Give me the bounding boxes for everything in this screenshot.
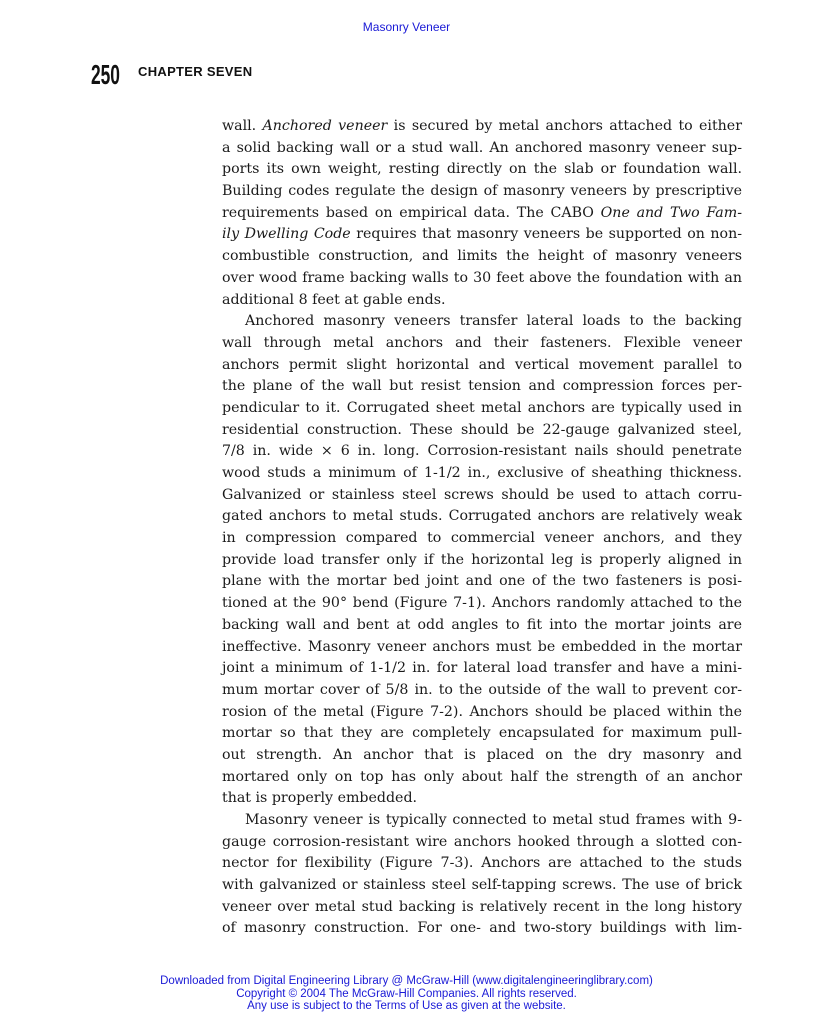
footer-notice: [0, 975, 813, 1013]
body-line: rosion of the metal (Figure 7-2). Anchors should be placed within the: [222, 703, 742, 720]
body-text: [222, 116, 742, 940]
body-line: tioned at the 90° bend (Figure 7-1). Anchors randomly attached to the: [222, 595, 742, 612]
body-line: Masonry veneer is typically connected to metal stud frames with 9-: [245, 812, 742, 828]
body-line: ily Dwelling Code requires that masonry veneers be supported on non-: [222, 226, 743, 243]
body-line: ports its own weight, resting directly on the slab or foundation wall.: [222, 161, 742, 178]
body-line: gauge corrosion-resistant wire anchors hooked through a slotted con-: [222, 833, 742, 850]
chapter-heading: CHAPTER SEVEN: [138, 64, 253, 79]
page-number: 250: [91, 59, 120, 90]
body-line: mum mortar cover of 5/8 in. to the outside of the wall to prevent cor-: [222, 681, 742, 698]
body-line: provide load transfer only if the horizontal leg is properly aligned in: [222, 551, 742, 568]
body-line: wood studs a minimum of 1-1/2 in., exclusive of sheathing thickness.: [222, 465, 742, 481]
body-line: of masonry construction. For one- and two-story buildings with lim-: [222, 920, 742, 937]
body-line: mortar so that they are completely encapsulated for maximum pull-: [222, 725, 742, 742]
body-line: Building codes regulate the design of masonry veneers by prescriptive: [222, 183, 742, 200]
body-line: the plane of the wall but resist tension and compression forces per-: [222, 378, 742, 395]
body-line: Galvanized or stainless steel screws should be used to attach corru-: [222, 486, 742, 503]
body-line: plane with the mortar bed joint and one of the two fasteners is posi-: [222, 573, 742, 590]
body-line: over wood frame backing walls to 30 feet above the foundation with an: [222, 269, 742, 286]
body-line: pendicular to it. Corrugated sheet metal anchors are typically used in: [222, 399, 742, 416]
body-line: combustible construction, and limits the height of masonry veneers: [222, 248, 742, 265]
body-line: additional 8 feet at gable ends.: [222, 291, 446, 308]
body-line: anchors permit slight horizontal and vertical movement parallel to: [222, 356, 742, 373]
body-line: with galvanized or stainless steel self-tapping screws. The use of brick: [222, 877, 742, 894]
body-line: wall. Anchored veneer is secured by metal anchors attached to either: [222, 118, 742, 134]
body-line: joint a minimum of 1-1/2 in. for lateral load transfer and have a mini-: [222, 660, 742, 677]
body-line: nector for flexibility (Figure 7-3). Anchors are attached to the studs: [222, 855, 742, 872]
body-line: requirements based on empirical data. The CABO One and Two Fam-: [222, 204, 742, 221]
body-line: that is properly embedded.: [222, 790, 418, 807]
footer-copyright: Copyright © 2004 The McGraw-Hill Companies. All rights reserved.: [236, 987, 577, 1000]
body-line: Anchored masonry veneers transfer lateral loads to the backing: [245, 313, 742, 330]
footer-terms[interactable]: Any use is subject to the Terms of Use as given at the website.: [247, 1000, 566, 1012]
body-line: residential construction. These should be 22-gauge galvanized steel,: [222, 421, 742, 438]
body-line: out strength. An anchor that is placed on the dry masonry and: [222, 746, 742, 763]
chapter-title-link[interactable]: Masonry Veneer: [362, 20, 451, 34]
body-line: wall through metal anchors and their fasteners. Flexible veneer: [222, 334, 742, 351]
body-line: gated anchors to metal studs. Corrugated anchors are relatively weak: [222, 508, 742, 525]
body-line: mortared only on top has only about half the strength of an anchor: [222, 768, 742, 785]
body-line: veneer over metal stud backing is relatively recent in the long history: [222, 898, 742, 915]
body-line: a solid backing wall or a stud wall. An anchored masonry veneer sup-: [222, 139, 742, 156]
footer-download-link[interactable]: Downloaded from Digital Engineering Library @ McGraw-Hill (www.digitalengineeringlibrary.com): [160, 975, 653, 987]
body-line: backing wall and bent at odd angles to fit into the mortar joints are: [222, 616, 742, 633]
body-line: 7/8 in. wide × 6 in. long. Corrosion-resistant nails should penetrate: [222, 443, 742, 460]
body-line: in compression compared to commercial veneer anchors, and they: [222, 530, 742, 547]
body-line: ineffective. Masonry veneer anchors must be embedded in the mortar: [222, 638, 742, 655]
